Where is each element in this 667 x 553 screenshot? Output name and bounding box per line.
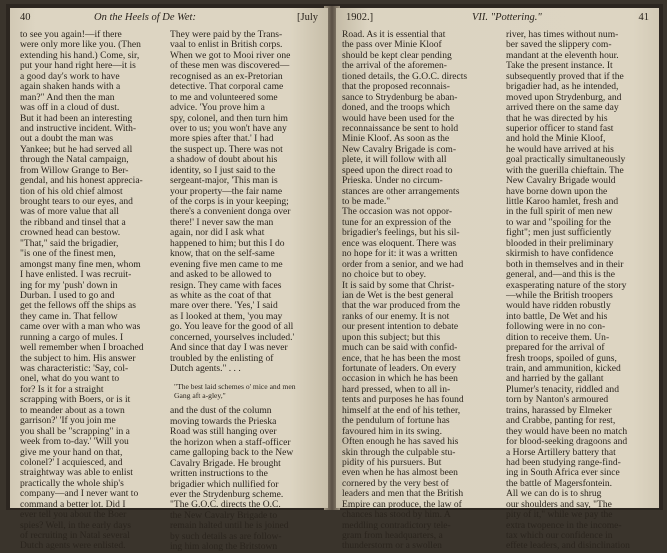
text-line: meddling contradictory tele-	[342, 519, 451, 531]
text-line: scrapping with Boers, or is it	[20, 394, 131, 406]
text-line: Road. As it is essential that	[342, 29, 446, 40]
text-line: amongst many fine men, whom	[20, 258, 141, 270]
left-page-header	[20, 11, 318, 25]
text-line: have borne down upon the	[506, 185, 608, 197]
text-line: But it had been an interesting	[20, 112, 133, 124]
text-line: man?" And then the man	[20, 91, 115, 103]
text-line: the arrival of the aforemen-	[342, 60, 447, 72]
text-line: Road was still hanging over	[170, 426, 277, 438]
text-line: as white as the coat of that	[170, 289, 272, 301]
text-line: in the full spirit of men new	[506, 206, 613, 218]
text-line: skirmish to have confidence	[506, 248, 614, 260]
text-line: were only more like you. (Then	[20, 39, 141, 51]
text-line: thunderstorm or a swollen	[342, 540, 442, 552]
text-line: tion of his old chief almost	[20, 185, 123, 197]
text-line: train, and ammunition, kicked	[506, 363, 621, 374]
text-line: order from a senior, and we had	[342, 258, 464, 270]
text-line: our present intention to debate	[342, 321, 459, 333]
text-line: dition to receive them. Un-	[506, 331, 610, 343]
text-line: ian de Wet is the best general	[342, 289, 454, 301]
text-line: both in themselves and in their	[506, 258, 624, 270]
text-line: evening five men came to me	[170, 258, 283, 270]
text-line: the pendulum of fortune has	[342, 415, 450, 427]
text-line: Empire can produce, the law of	[342, 498, 462, 510]
text-line: All we can do is to shrug	[506, 488, 602, 500]
text-line: the subject to him. His answer	[20, 352, 136, 364]
right-page	[336, 8, 659, 552]
text-line: skin through the culpable stu-	[342, 446, 456, 458]
text-line: prepared for the arrival of	[506, 342, 605, 354]
text-line: of these men was discovered—	[170, 60, 290, 72]
text-line: of recruiting in Natal several	[20, 530, 130, 541]
text-line: command a better lot. Did I	[20, 498, 126, 510]
text-line: ence, that he has been the most	[342, 352, 461, 364]
text-line: moved upon Strydenburg, and	[506, 91, 622, 103]
text-line: The occasion was not oppor-	[342, 206, 453, 218]
open-book	[6, 4, 663, 553]
text-line: a Horse Artillery battery that	[506, 446, 616, 458]
text-line: Durban. I used to go and	[20, 289, 115, 301]
text-line: again shaken hands with a	[20, 81, 121, 93]
text-line: extra twopence in the income-	[506, 519, 622, 531]
text-line: a shadow of doubt about his	[170, 154, 278, 166]
text-line: detective. That corporal came	[170, 81, 284, 93]
text-line: favoured him in its swing.	[342, 425, 442, 437]
text-line: sance to Strydenburg be aban-	[342, 91, 458, 103]
right-page-year: 1902.]	[346, 12, 374, 23]
text-line: was off in a cloud of dust.	[20, 102, 120, 114]
text-line: colonel?' I acquiesced, and	[20, 456, 123, 468]
text-line: mandant at the eleventh hour.	[506, 49, 619, 61]
text-line: vaal to enlist in British corps.	[170, 39, 283, 51]
right-running-title: VII. "Pottering."	[472, 12, 542, 23]
text-line: straightway was able to enlist	[20, 467, 133, 479]
text-line: fight"; men just sufficiently	[506, 227, 612, 239]
text-line: the suspect up. There was not	[170, 143, 283, 155]
text-line: and hold the Minie Kloof,	[506, 133, 606, 145]
text-line: the ribband and tinsel that a	[20, 216, 126, 228]
text-line: plete, it will follow with all	[342, 154, 447, 166]
text-line: fortunate of leaders. On every	[342, 363, 457, 374]
text-line: company—and I never want to	[20, 488, 139, 500]
text-line: mare over there. 'Yes,' I said	[170, 300, 278, 312]
text-line: Take the present instance. It	[506, 60, 613, 72]
text-line: and Crabbe, panting for rest,	[506, 415, 616, 427]
text-line: came galloping back to the New	[170, 447, 294, 459]
text-line: leaders and men that the British	[342, 488, 464, 500]
text-line: was of more value that all	[20, 206, 119, 218]
text-line: and instructive incident. With-	[20, 122, 137, 134]
text-line: for blood-seeking dragoons and	[506, 436, 628, 448]
text-line: to see you again!—if there	[20, 29, 122, 40]
text-line: hard pressed, when to all in-	[342, 383, 451, 395]
text-line: ranks of our enemy. It is not	[342, 310, 450, 322]
right-page-number: 41	[638, 12, 649, 23]
text-line: would have been used for the	[342, 112, 455, 124]
text-line: there's a convenient donga over	[170, 206, 291, 218]
text-line: And since that day I was never	[170, 342, 288, 354]
text-line: ing him along the Britstown	[170, 541, 278, 553]
text-line: ever the Strydenburg scheme.	[170, 488, 284, 500]
left-column-2	[170, 30, 313, 553]
text-line: happened to him; but this I do	[170, 237, 285, 249]
right-page-header	[346, 11, 649, 25]
text-line: get the fellows off the ships as	[20, 300, 136, 312]
text-line: resign. They came with faces	[170, 279, 282, 291]
text-line: he would have arrived at his	[506, 143, 614, 155]
text-line: spies? Well, in the early days	[20, 519, 131, 531]
text-line: a good day's work to have	[20, 70, 120, 82]
text-line: tune for an expression of the	[342, 216, 451, 228]
text-line: river, has times without num-	[506, 29, 619, 40]
text-line: with the guerilla chieftain. The	[506, 164, 624, 176]
text-line: and the dust of the column	[170, 405, 272, 417]
text-line: brought tears to our eyes, and	[20, 196, 133, 207]
text-line: subsequently proved that if the	[506, 70, 624, 82]
text-line: out a doubt the man was	[20, 133, 114, 145]
text-line: through the Natal campaign,	[20, 154, 129, 166]
text-line: to me and volunteered some	[170, 91, 278, 103]
text-line: into battle, De Wet and his	[506, 310, 608, 322]
text-line: give me your hand on that,	[20, 446, 123, 458]
text-line: effete leaders, and disinclination	[506, 540, 630, 552]
text-line: as I looked at them, 'you may	[170, 310, 283, 322]
text-line: by such details as are follow-	[170, 530, 282, 542]
text-line: and asked to be allowed to	[170, 269, 272, 281]
text-line: to war and "spoiling for the	[506, 216, 611, 228]
text-line: arrived there on the same day	[506, 102, 619, 114]
text-line: trains, harassed by Elmeker	[506, 404, 612, 416]
text-line: from Willow Grange to Ber-	[20, 164, 129, 176]
text-line: "That," said the brigadier,	[20, 237, 119, 249]
text-line: cornered by the very best of	[342, 477, 449, 489]
text-line: and harried by the gallant	[506, 373, 604, 385]
text-line: identity, so I just said to the	[170, 164, 276, 176]
text-line: superior officer to stand fast	[506, 122, 614, 134]
text-line: tax which our confidence in	[506, 530, 613, 541]
text-line: to meander about as a town	[20, 404, 125, 416]
left-column-1	[20, 30, 163, 552]
text-line: "is one of the finest men,	[20, 248, 116, 260]
text-line: tioned details, the G.O.C. directs	[342, 70, 468, 82]
text-line: of the corps is in your keeping;	[170, 196, 289, 207]
text-line: go. You leave for the good of all	[170, 321, 294, 333]
right-column-1	[342, 30, 485, 552]
text-line: garrison?' 'If you join me	[20, 415, 116, 427]
text-line: concerned, yourselves included.'	[170, 331, 295, 343]
text-line: know, that on the self-same	[170, 248, 275, 260]
text-line: doned, and the troops which	[342, 102, 450, 114]
text-line: tents and purposes he has found	[342, 394, 464, 406]
text-line: sergeant-major, 'This man is	[170, 175, 278, 187]
text-line: general, and—and this is the	[506, 269, 615, 281]
text-line: extending his hand.) Come, sir,	[20, 49, 140, 61]
text-line: written instructions to the	[170, 468, 268, 480]
text-line: upon this subject; but this	[342, 331, 441, 343]
text-line: the pass over Minie Kloof	[342, 39, 442, 51]
text-line: to be made."	[342, 196, 391, 207]
text-line: for? Is it for a straight	[20, 383, 104, 395]
text-line: little Karoo hamlet, fresh and	[506, 196, 619, 207]
text-line: advice. 'You prove him a	[170, 102, 265, 114]
text-line: the New Cavalry Brigade to	[170, 509, 278, 521]
text-line: spy, colonel, and then turn him	[170, 112, 288, 124]
text-line: was characteristic: 'Say, col-	[20, 363, 129, 374]
right-column-2	[506, 30, 649, 552]
text-line: came over with a man who was	[20, 321, 141, 333]
text-line: they came in. That fellow	[20, 310, 118, 322]
text-line: even when he has almost been	[342, 467, 458, 479]
text-line: there!' I never saw the man	[170, 216, 274, 228]
text-line: should be kept clear pending	[342, 49, 452, 61]
text-line: onel, what do you want to	[20, 373, 120, 385]
spacer	[170, 374, 313, 382]
text-line: that the war produced from the	[342, 300, 460, 312]
left-running-title: On the Heels of De Wet:	[94, 12, 196, 23]
text-line: crowned head can bestow.	[20, 227, 121, 239]
text-line: our shoulders and say, "The	[506, 498, 612, 510]
verse-line: Gang aft a-gley,"	[174, 391, 226, 401]
text-line: you shall be "scrapping" in a	[20, 425, 130, 437]
text-line: Minie Kloof. As soon as the	[342, 133, 450, 145]
text-line: that he was directed by his	[506, 112, 608, 124]
text-line: running a cargo of mules. I	[20, 331, 124, 343]
text-line: It is said by some that Christ-	[342, 279, 455, 291]
text-line: chances has stood by him. A	[342, 509, 451, 521]
text-line: I have enlisted. I was recruit-	[20, 269, 132, 281]
text-line: had been studying range-find-	[506, 456, 621, 468]
left-page-month: [July	[297, 12, 318, 23]
text-line: Plumer's tenacity, riddled and	[506, 383, 619, 395]
text-line: pity of it," while we pay the	[506, 509, 613, 521]
text-line: gendal, and his honest apprecia-	[20, 175, 143, 187]
text-line: occasion in which he has been	[342, 373, 458, 385]
text-line: reconnaissance be sent to hold	[342, 122, 459, 134]
text-line: Dutch agents." . . .	[170, 363, 241, 374]
text-line: brigadier's feelings, but his sil-	[342, 227, 460, 239]
text-line: exasperating nature of the story	[506, 279, 627, 291]
text-line: troubled by the enlisting of	[170, 352, 274, 364]
left-page-number: 40	[20, 12, 31, 23]
text-line: ing for my 'push' down in	[20, 279, 118, 291]
text-line: the battle of Magersfontein.	[506, 477, 613, 489]
text-line: brigadier had, as he intended,	[506, 81, 619, 93]
text-line: practically the whole ship's	[20, 477, 124, 489]
text-line: ing in South Africa ever since	[506, 467, 620, 479]
text-line: over to us; you won't have any	[170, 122, 287, 134]
text-line: well remember when I broached	[20, 342, 144, 354]
text-line: no choice but to obey.	[342, 269, 426, 281]
text-line: himself at the end of his tether,	[342, 404, 461, 416]
text-line: week from to-day.' 'Will you	[20, 436, 129, 448]
text-line: When we got to Mooi river one	[170, 49, 291, 61]
verse-line: "The best laid schemes o' mice and men	[174, 382, 296, 392]
text-line: Cavalry Brigade. He brought	[170, 457, 281, 469]
text-line: goal practically simultaneously	[506, 154, 626, 166]
text-line: much can be said with confid-	[342, 342, 458, 354]
text-line: they would have been no match	[506, 425, 628, 437]
text-line: would have ridden robustly	[506, 300, 611, 312]
text-line: ence was eloquent. There was	[342, 237, 457, 249]
text-line: more spies after that.' I had	[170, 133, 274, 145]
text-line: speed upon the direct road to	[342, 164, 453, 176]
text-line: "The G.O.C. directs the O.C.	[170, 499, 281, 511]
text-line: Often enough he has saved his	[342, 436, 459, 448]
text-line: no hope for it: it was a written	[342, 248, 458, 260]
left-page	[10, 8, 328, 553]
text-line: the horizon when a staff-officer	[170, 436, 291, 448]
text-line: ever tell you about the Boer	[20, 509, 127, 521]
text-line: They were paid by the Trans-	[170, 29, 283, 40]
text-line: that the proposed reconnais-	[342, 81, 450, 93]
text-line: Prieska. Under no circum-	[342, 175, 443, 187]
text-line: New Cavalry Brigade is com-	[342, 143, 456, 155]
text-line: again, nor did I ask what	[170, 227, 265, 239]
text-line: following were in no con-	[506, 321, 606, 333]
text-line: moving towards the Prieska	[170, 415, 277, 427]
text-line: New Cavalry Brigade would	[506, 175, 616, 187]
text-line: —while the British troopers	[506, 289, 613, 301]
text-line: Dutch agents were enlisted.	[20, 540, 126, 552]
text-line: pidity of his pursuers. But	[342, 456, 442, 468]
text-line: torn by Nanton's armoured	[506, 394, 609, 406]
text-line: Yankee; but he had served all	[20, 143, 133, 155]
text-line: recognised as an ex-Pretorian	[170, 70, 283, 82]
text-line: fresh troops, spoiled of guns,	[506, 352, 617, 364]
text-line: put your hand right here—it is	[20, 60, 136, 72]
text-line: gram from headquarters, a	[342, 530, 443, 541]
text-line: stances are other arrangements	[342, 185, 460, 197]
text-line: blooded in their preliminary	[506, 237, 614, 249]
text-line: brigadier which nullified for	[170, 478, 279, 490]
text-line: ber saved the slippery com-	[506, 39, 612, 51]
text-line: remain halted until he is joined	[170, 520, 289, 532]
text-line: your property—the fair name	[170, 185, 283, 197]
